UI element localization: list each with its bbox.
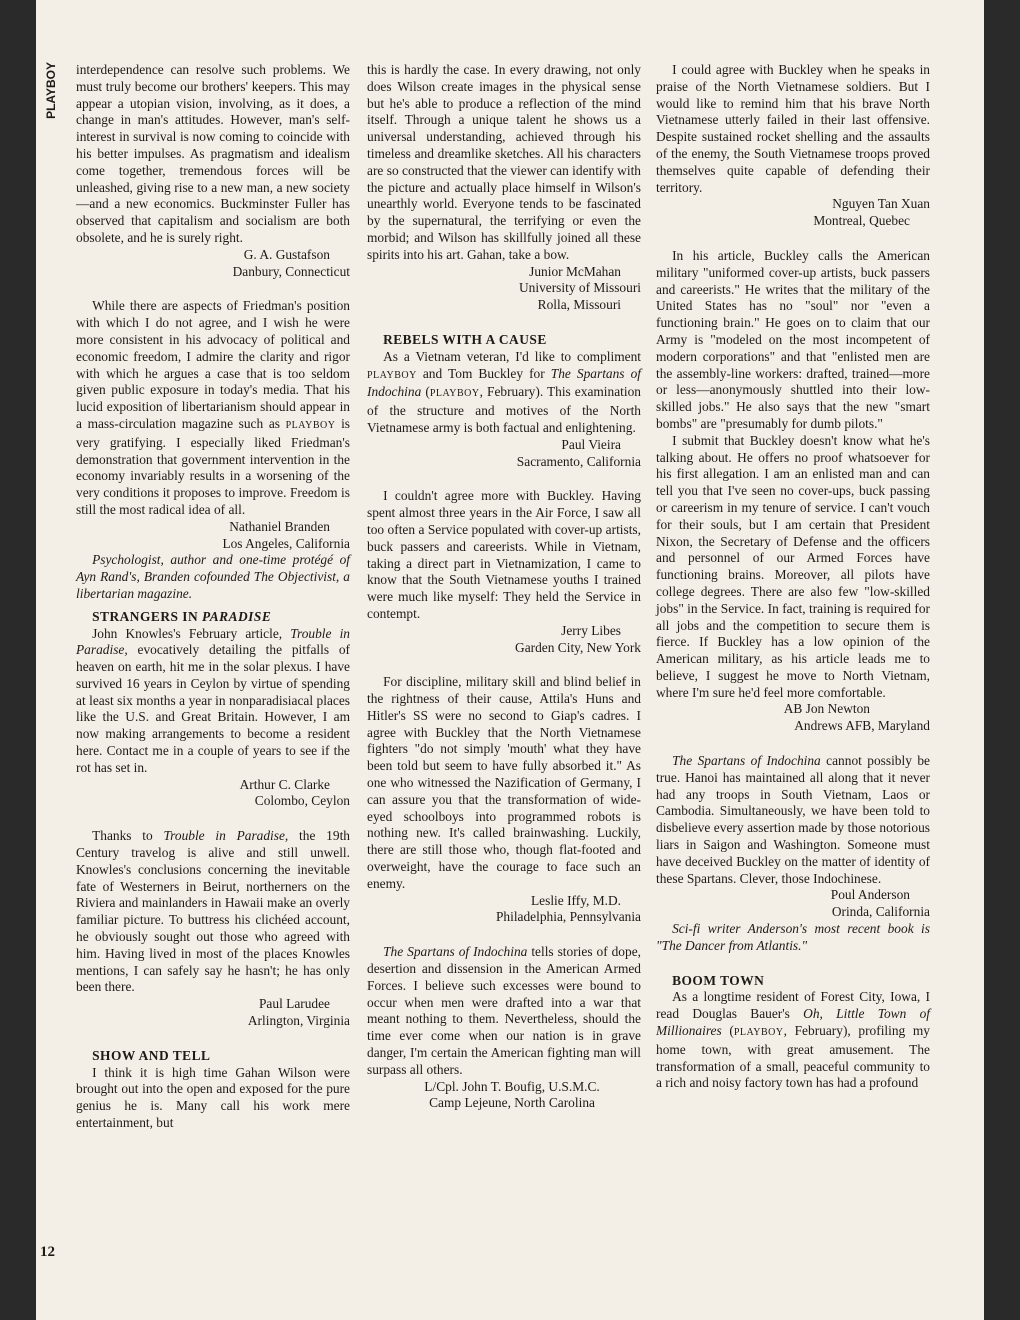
signature-place: Camp Lejeune, North Carolina [429, 1095, 595, 1111]
editor-note: Sci-fi writer Anderson's most recent book is "The Dancer from Atlantis." [656, 921, 930, 953]
magazine-logo: PLAYBOY [44, 62, 58, 119]
letter-paragraph: The Spartans of Indochina tells stories of dope, desertion and dissension in the American Armed Forces. I believe such excesses were bound to occur when men were drafted into a war that meant nothing to them. Nevertheless, should the time ever come when our nation is in grave danger, I'm certain the American fighting man will surpass all others. [367, 944, 641, 1077]
letter-paragraph: I couldn't agree more with Buckley. Having spent almost three years in the Air Force, I saw all too often a Service populated with cover-up artists, buck passers and careerists. While in Vietnam, taking a direct part in Vietnamization, I came to know that the South Vietnamese youths I trained were much like myself: They held the Service in contempt. [367, 488, 641, 621]
letter-paragraph: interdependence can resolve such problems. We must truly become our brothers' keepers. This may appear a utopian vision, involving, as it does, a change in man's attitudes. However, man's self-interest in survival is now coming to coincide with his better impulses. As pragmatism and idealism come together, tremendous forces will be unleashed, giving rise to a new man, a new society—and a new economics. Buckminster Fuller has observed that capitalism and socialism are both obsolete, and he is surely right. [76, 62, 350, 245]
signature-name: Leslie Iffy, M.D. [531, 892, 621, 908]
letter-paragraph: John Knowles's February article, Trouble in Paradise, evocatively detailing the pitfalls of heaven on earth, hit me in the solar plexus. I have survived 16 years in Ceylon by virtue of spending at least six months a year in nonparadisiacal places like the U.S. and Great Britain. However, I am now making arrangements to become a resident here. Contact me in a couple of years to see if the rot has set in. [76, 625, 351, 775]
letter-paragraph: While there are aspects of Friedman's position with which I do not agree, and I wish he were more consistent in his advocacy of political and economic freedom, I admire the clarity and rigor with which he argues a case that is too seldom given public exposure in today's media. That his lucid exposition of libertarianism should appear in a mass-circulation magazine such as PLAYBOY is very gratifying. I especially liked Friedman's demonstration that government intervention in the economy invariably results in a worsening of the very conditions it proposes to improve. Freedom is still the most radical idea of all. [76, 298, 351, 517]
letter-paragraph: The Spartans of Indochina cannot possibly be true. Hanoi has maintained all along that it never had any troops in South Vietnam, Laos or Cambodia. Simultaneously, we have been told to disbelieve every assertion made by those notorious liars in Saigon and Washington. Someone must have deceived Buckley on the matter of identity of these Spartans. Clever, those Indochinese. [656, 753, 930, 886]
signature-school: University of Missouri [519, 280, 641, 296]
signature-place: Orinda, California [831, 904, 930, 920]
letter-paragraph: In his article, Buckley calls the American military "uniformed cover-up artists, buck passers and careerists." He writes that the military of the United States has no "soul" nor "even a functioning brain." He goes on to claim that our Army is "modeled on the most incompetent of modern corporations" and that "enlisted men are the assembly-line workers: drafted, trained—more or less—anonymously shuttled into their low-skilled jobs." He also says that the new "smart bombs" are "presumably for dumb pilots." [656, 247, 930, 431]
signature-name: AB Jon Newton [783, 701, 870, 717]
signature-name: Junior McMahan [529, 263, 621, 279]
signature-name: Paul Vieira [561, 436, 621, 452]
letter-signature [367, 1079, 641, 1113]
letter-signature [656, 887, 930, 921]
signature-place: Philadelphia, Pennsylvania [495, 909, 641, 925]
signature-name: L/Cpl. John T. Boufig, U.S.M.C. [424, 1078, 600, 1094]
editor-note: Psychologist, author and one-time protégé of Ayn Rand's, Branden cofounded The Objectivist, a libertarian magazine. [76, 552, 350, 601]
letter-paragraph: Thanks to Trouble in Paradise, the 19th Century travelog is alive and still unwell. Knowles's conclusions concerning the inevitable fate of Westerners in Beirut, northerners on the Riviera and mainlanders in Hawaii make an overly familiar picture. To buttress his clichéed account, he obviously sought out those who agreed with him. Having lived in most of the places Knowles mentions, I can safely say he hasn't; he has only been there. [76, 828, 350, 995]
letter-paragraph: As a Vietnam veteran, I'd like to compliment PLAYBOY and Tom Buckley for The Spartans of Indochina (PLAYBOY, February). This examination of the structure and motives of the North Vietnamese army is both factual and enlightening. [367, 348, 641, 435]
signature-place: Los Angeles, California [222, 535, 350, 551]
letter-signature [367, 893, 641, 927]
letter-paragraph: I think it is high time Gahan Wilson were brought out into the open and exposed for the pure genius he is. Many call his work mere entertainment, but [76, 1064, 350, 1131]
signature-place: Sacramento, California [516, 453, 641, 469]
signature-place: Garden City, New York [515, 639, 641, 655]
signature-place: Arlington, Virginia [247, 1013, 350, 1029]
signature-name: Jerry Libes [561, 622, 621, 638]
page-number: 12 [40, 1244, 55, 1260]
section-heading: SHOW AND TELL [92, 1047, 211, 1063]
section-heading: BOOM TOWN [672, 972, 765, 988]
signature-name: Arthur C. Clarke [239, 776, 330, 792]
letter-paragraph: this is hardly the case. In every drawing, not only does Wilson create images in the physical sense but he's able to produce a reflection of the mind itself. Through a unique talent he shows us a universal understanding, achieved through his timeless and dreamlike sketches. All his characters are so constructed that the viewer can identify with the picture and actually place himself in Wilson's unearthly world. Everyone tends to be fascinated by the supernatural, the terrifying or even the morbid; and Wilson has skillfully joined all these spirits into his art. Gahan, take a bow. [367, 62, 641, 262]
signature-place: Montreal, Quebec [813, 213, 910, 229]
letter-paragraph: As a longtime resident of Forest City, Iowa, I read Douglas Bauer's Oh, Little Town of Millionaires (PLAYBOY, February), profiling my home town, with great amusement. The transformation of a small, peaceful community to a rich and noisy factory town has had a profound [656, 989, 931, 1091]
letter-signature [367, 623, 641, 657]
letter-signature [76, 777, 350, 811]
signature-name: Nguyen Tan Xuan [832, 196, 930, 212]
signature-name: Poul Anderson [830, 887, 910, 903]
signature-name: Nathaniel Branden [229, 518, 330, 534]
signature-place: Rolla, Missouri [537, 297, 621, 313]
signature-name: Paul Larudee [258, 996, 330, 1012]
section-heading: STRANGERS IN PARADISE [92, 608, 272, 624]
letter-signature [76, 996, 350, 1030]
column-3 [656, 62, 930, 1092]
signature-place: Danbury, Connecticut [232, 263, 350, 279]
magazine-page [36, 0, 984, 1320]
column-2 [367, 62, 641, 1112]
signature-place: Andrews AFB, Maryland [794, 718, 930, 734]
letter-paragraph: I submit that Buckley doesn't know what he's talking about. He offers no proof whatsoever for his first allegation. I am an enlisted man and can tell you that I've seen no cover-ups, buck passing or careerism in my tenure of service. I can't vouch for their souls, but I am certain that President Nixon, the Secretary of Defense and the officers and personnel of our Armed Forces have functioning brains. Moreover, all pilots have college degrees. There are also few "low-skilled jobs" in the Service. In fact, training is required for all jobs and the competition to secure them is fierce. If Buckley has a low opinion of the American military, as his article leads me to believe, I suggest he move to North Vietnam, where I'm sure he'd feel more comfortable. [656, 432, 930, 700]
column-1 [76, 62, 350, 1132]
signature-place: Colombo, Ceylon [254, 793, 350, 809]
letter-paragraph: For discipline, military skill and blind belief in the rightness of their cause, Attila's Huns and Hitler's SS were no second to Giap's cadres. I agree with Buckley that the North Vietnamese fighters "do not simply 'mouth' what they have been told but seem to have fully absorbed it." As one who witnessed the Nazification of Germany, I can assure you that the transformation of wide-eyed schoolboys into programmed robots is nothing new. It's called brainwashing. Luckily, there are still those who, though flat-footed and overweight, have the courage to face such an enemy. [367, 674, 641, 891]
letter-signature [367, 437, 641, 471]
letter-signature [656, 196, 930, 230]
section-heading: REBELS WITH A CAUSE [383, 331, 547, 347]
signature-name: G. A. Gustafson [243, 246, 330, 262]
letter-paragraph: I could agree with Buckley when he speaks in praise of the North Vietnamese soldiers. But I would like to remind him that his brave North Vietnamese utterly failed in their last offensive. Despite sustained rocket shelling and the assaults of the enemy, the South Vietnamese troops proved themselves quite capable of defending their territory. [656, 62, 930, 195]
letter-signature [367, 264, 641, 314]
letter-signature [76, 519, 350, 553]
letter-signature [76, 247, 350, 281]
letter-signature [656, 701, 930, 735]
